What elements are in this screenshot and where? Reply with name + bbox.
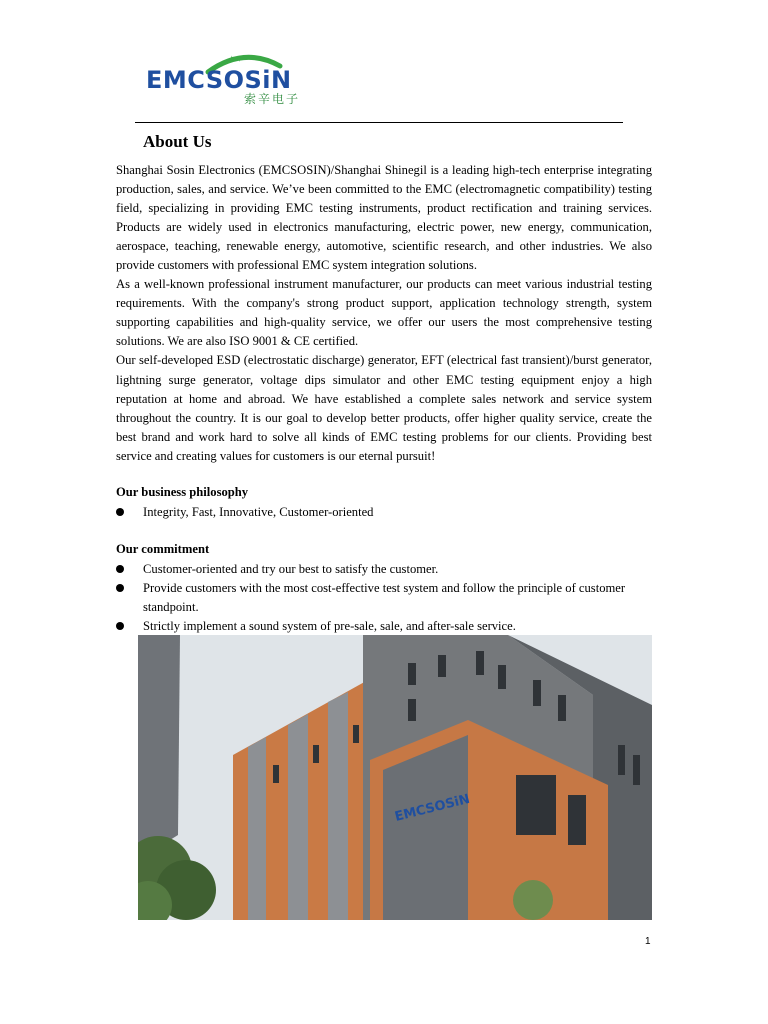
list-item — [116, 617, 652, 636]
company-logo — [146, 50, 316, 110]
commitment-list — [116, 560, 652, 636]
philosophy-heading: Our business philosophy — [116, 485, 249, 499]
bullet-icon — [116, 584, 124, 592]
paragraph: Our self-developed ESD (electrostatic discharge) generator, EFT (electrical fast transient)/burst generator, lightning surge generator, voltage dips simulator and other EMC testing equipment enjoy a high reputation at home and abroad. We have established a complete sales network and service system throughout the country. It is our goal to develop better products, offer higher quality service, create the best brand and work hard to solve all kinds of EMC testing problems for our clients. Providing best service and creating values for customers is our eternal pursuit! — [116, 353, 652, 463]
about-text — [116, 161, 652, 466]
building-sign: EMCSOSiN — [393, 791, 472, 825]
building-illustration — [138, 635, 652, 920]
list-item-text: Provide customers with the most cost-effective test system and follow the principle of customer standpoint. — [143, 581, 626, 615]
list-item — [116, 503, 652, 522]
list-item-text: Strictly implement a sound system of pre-sale, sale, and after-sale service. — [143, 619, 516, 634]
list-item-text: Integrity, Fast, Innovative, Customer-oriented — [143, 505, 374, 519]
svg-text:✦✦: ✦✦ — [228, 55, 244, 65]
building-photo — [138, 635, 652, 920]
logo-chinese-name: 索辛电子 — [244, 92, 301, 106]
commitment-heading: Our commitment — [116, 542, 210, 556]
list-item — [116, 579, 652, 617]
list-item — [116, 560, 652, 579]
header-divider — [135, 122, 623, 123]
logo-wordmark: EMCSOSiN — [146, 66, 292, 94]
paragraph: Shanghai Sosin Electronics (EMCSOSIN)/Shanghai Shinegil is a leading high-tech enterprise integrating production, sales, and service. We’ve been committed to the EMC (electromagnetic compatibility) testing field, specializing in providing EMC testing instruments, product rectification and training services. Products are widely used in electronics manufacturing, electric power, new energy, communication, aerospace, teaching, renewable energy, automotive, scientific research, and other industries. We also provide customers with professional EMC system integration solutions. — [116, 163, 652, 273]
page-number: 1 — [645, 936, 651, 947]
philosophy-list — [116, 503, 652, 522]
bullet-icon — [116, 622, 124, 630]
paragraph: As a well-known professional instrument manufacturer, our products can meet various industrial testing requirements. With the company's strong product support, application technology strength, system supporting capabilities and high-quality service, we offer our users the most comprehensive testing solutions. We are also ISO 9001 & CE certified. — [116, 277, 652, 349]
bullet-icon — [116, 508, 124, 516]
list-item-text: Customer-oriented and try our best to satisfy the customer. — [143, 562, 439, 576]
page-title: About Us — [143, 132, 212, 151]
bullet-icon — [116, 565, 124, 573]
